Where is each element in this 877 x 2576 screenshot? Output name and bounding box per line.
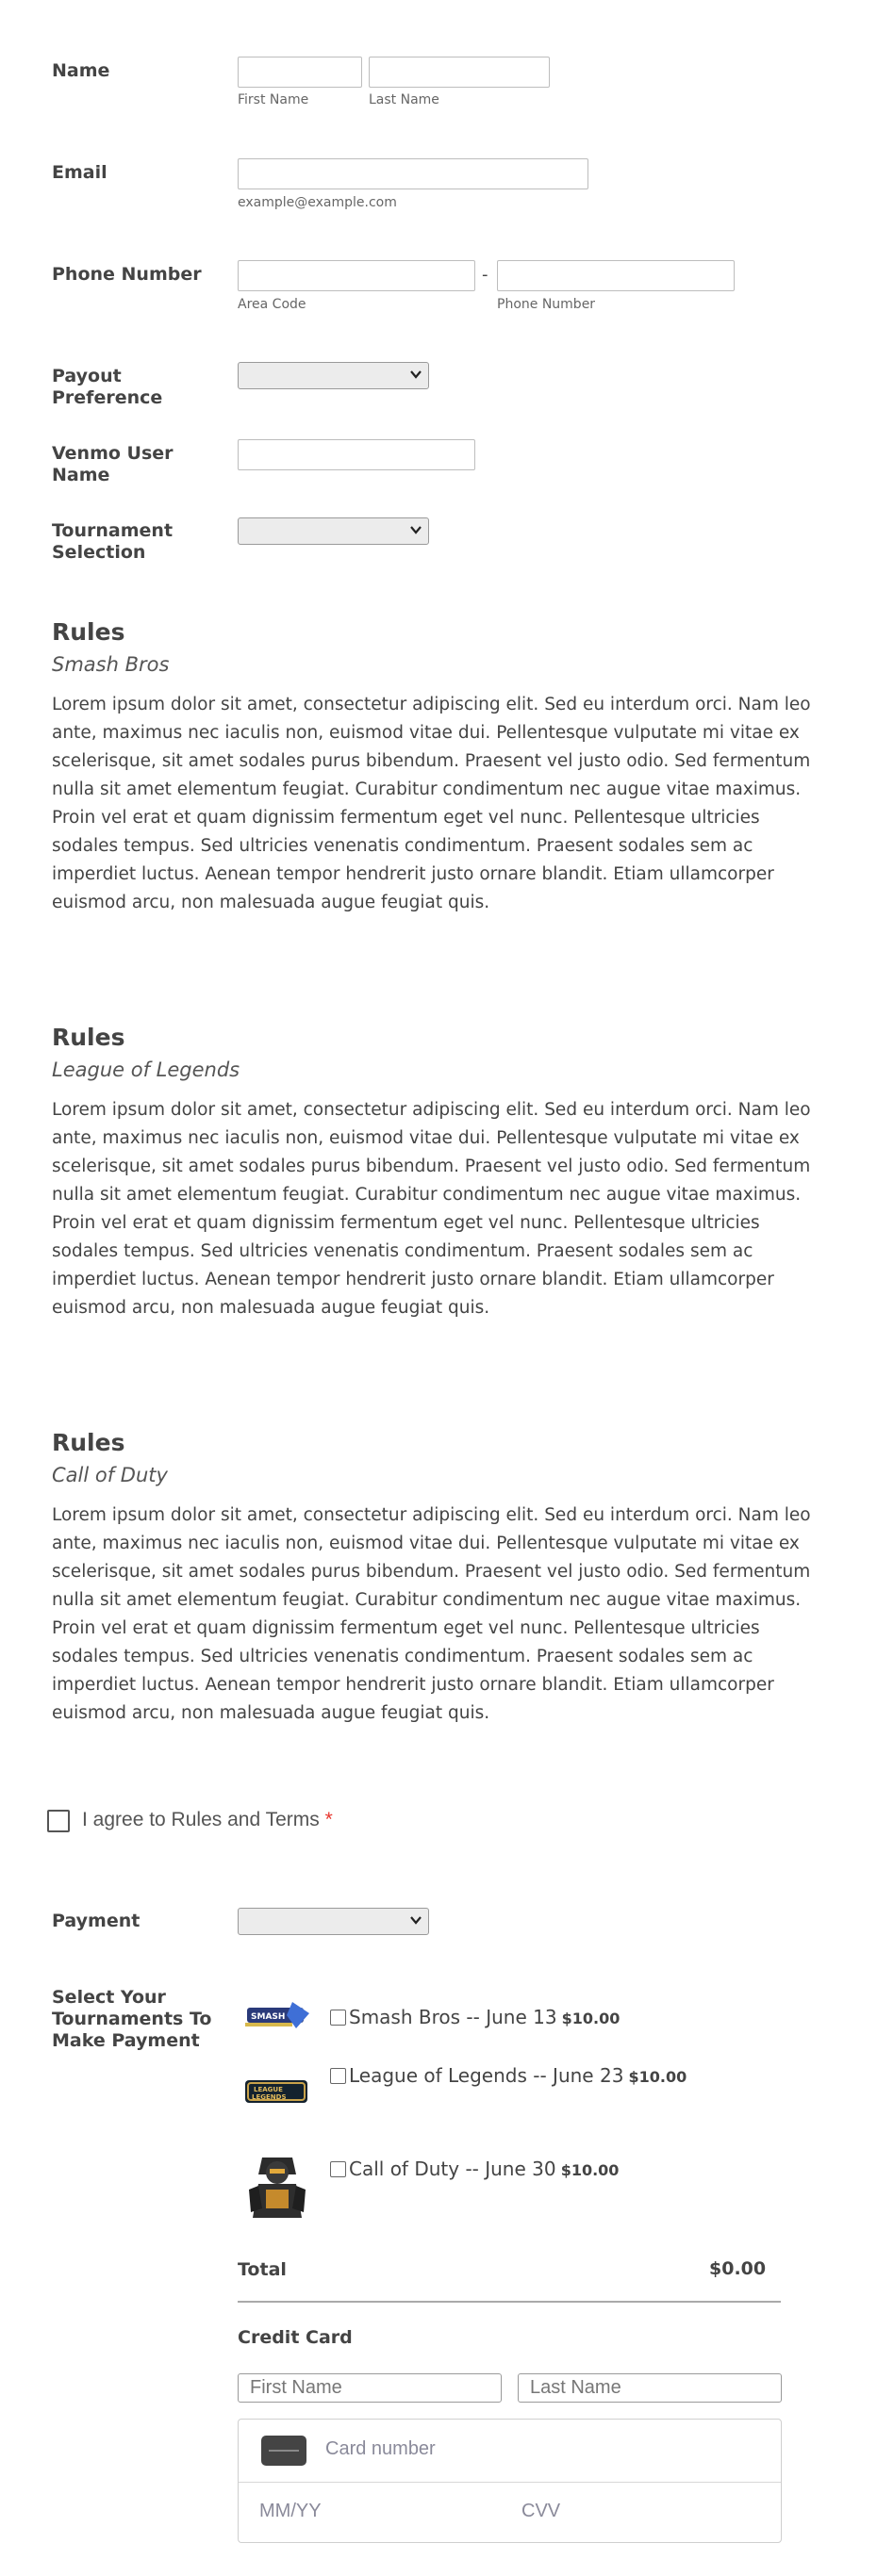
rules-section-smash <box>52 618 825 917</box>
agree-label: I agree to Rules and Terms * <box>82 1809 333 1830</box>
rules-game: Call of Duty <box>52 1464 168 1486</box>
agree-checkbox[interactable] <box>47 1810 70 1832</box>
tournament-label: Tournament Selection <box>52 520 174 563</box>
payout-label: Payout Preference <box>52 366 163 408</box>
rules-section-cod <box>52 1429 825 1728</box>
name-label: Name <box>52 60 110 81</box>
total-divider <box>238 2301 781 2303</box>
card-number-input[interactable]: Card number <box>325 2438 436 2459</box>
rules-game: League of Legends <box>52 1058 240 1081</box>
card-divider <box>239 2482 781 2483</box>
phone-number-input[interactable] <box>497 260 735 291</box>
rules-section-league <box>52 1024 825 1322</box>
area-code-sublabel: Area Code <box>238 297 306 312</box>
credit-card-icon <box>261 2436 306 2466</box>
last-name-input[interactable] <box>369 57 550 88</box>
league-of-legends-logo-icon <box>243 2076 311 2107</box>
rules-body: Lorem ipsum dolor sit amet, consectetur adipiscing elit. Sed eu interdum orci. Nam leo ante, maximus nec iaculis non, euismod vitae dui. Pellentesque vulputate mi vitae ex scelerisque, sit amet sodales purus bibendum. Praesent vel justo odio. Sed fermentum nulla sit amet elementum feugiat. Curabitur condimentum nec augue vitae maximus. Proin vel erat et quam dignissim fermentum eget vel nunc. Pellentesque ultricies sodales tempus. Sed ultricies venenatis condimentum. Praesent sodales sem ac imperdiet luctus. Aenean tempor hendrerit justo ornare blandit. Etiam ullamcorper euismod arcu, non malesuada augue feugiat quis. <box>52 1505 811 1723</box>
rules-title: Rules <box>52 1024 125 1051</box>
total-label: Total <box>238 2259 287 2280</box>
email-input[interactable] <box>238 158 588 189</box>
area-code-input[interactable] <box>238 260 475 291</box>
phone-number-sublabel: Phone Number <box>497 297 596 312</box>
cc-last-name-input[interactable]: Last Name <box>518 2373 782 2403</box>
venmo-label: Venmo User Name <box>52 443 174 485</box>
svg-text:LEAGUE: LEAGUE <box>254 2086 283 2093</box>
rules-body: Lorem ipsum dolor sit amet, consectetur adipiscing elit. Sed eu interdum orci. Nam leo ante, maximus nec iaculis non, euismod vitae dui. Pellentesque vulputate mi vitae ex scelerisque, sit amet sodales purus bibendum. Praesent vel justo odio. Sed fermentum nulla sit amet elementum feugiat. Curabitur condimentum nec augue vitae maximus. Proin vel erat et quam dignissim fermentum eget vel nunc. Pellentesque ultricies sodales tempus. Sed ultricies venenatis condimentum. Praesent sodales sem ac imperdiet luctus. Aenean tempor hendrerit justo ornare blandit. Etiam ullamcorper euismod arcu, non malesuada augue feugiat quis. <box>52 1100 811 1318</box>
product-item-cod: Call of Duty -- June 30 $10.00 <box>349 2158 620 2180</box>
last-name-sublabel: Last Name <box>369 92 439 107</box>
call-of-duty-soldier-icon <box>243 2152 311 2220</box>
svg-text:LEGENDS: LEGENDS <box>252 2093 287 2101</box>
rules-title: Rules <box>52 1429 125 1456</box>
payment-select[interactable] <box>238 1908 429 1935</box>
smash-bros-logo-icon <box>243 2000 311 2032</box>
first-name-input[interactable] <box>238 57 362 88</box>
product-item-league: League of Legends -- June 23 $10.00 <box>349 2064 687 2087</box>
credit-card-title: Credit Card <box>238 2327 353 2348</box>
chevron-down-icon <box>409 523 422 536</box>
required-mark: * <box>324 1809 333 1830</box>
cc-first-name-input[interactable]: First Name <box>238 2373 502 2403</box>
product-checkbox-smash[interactable] <box>330 2010 346 2026</box>
payment-label: Payment <box>52 1911 141 1931</box>
email-label: Email <box>52 162 108 183</box>
card-details-box <box>238 2419 782 2543</box>
email-sublabel: example@example.com <box>238 195 397 210</box>
product-item-smash: Smash Bros -- June 13 $10.00 <box>349 2006 621 2028</box>
rules-body: Lorem ipsum dolor sit amet, consectetur adipiscing elit. Sed eu interdum orci. Nam leo ante, maximus nec iaculis non, euismod vitae dui. Pellentesque vulputate mi vitae ex scelerisque, sit amet sodales purus bibendum. Praesent vel justo odio. Sed fermentum nulla sit amet elementum feugiat. Curabitur condimentum nec augue vitae maximus. Proin vel erat et quam dignissim fermentum eget vel nunc. Pellentesque ultricies sodales tempus. Sed ultricies venenatis condimentum. Praesent sodales sem ac imperdiet luctus. Aenean tempor hendrerit justo ornare blandit. Etiam ullamcorper euismod arcu, non malesuada augue feugiat quis. <box>52 695 811 912</box>
phone-separator: - <box>482 265 488 285</box>
cvv-input[interactable]: CVV <box>521 2501 561 2521</box>
chevron-down-icon <box>409 1913 422 1927</box>
select-tournaments-label: Select Your Tournaments To Make Payment <box>52 1987 212 2051</box>
rules-title: Rules <box>52 618 125 646</box>
payout-preference-select[interactable] <box>238 362 429 389</box>
total-value: $0.00 <box>709 2258 767 2279</box>
svg-text:SMASH: SMASH <box>251 2012 286 2022</box>
expiry-input[interactable]: MM/YY <box>259 2501 322 2521</box>
tournament-selection-select[interactable] <box>238 517 429 545</box>
rules-game: Smash Bros <box>52 653 170 676</box>
venmo-username-input[interactable] <box>238 439 475 470</box>
product-checkbox-league[interactable] <box>330 2068 346 2084</box>
first-name-sublabel: First Name <box>238 92 309 107</box>
chevron-down-icon <box>409 368 422 381</box>
product-checkbox-cod[interactable] <box>330 2161 346 2177</box>
phone-label: Phone Number <box>52 264 202 285</box>
